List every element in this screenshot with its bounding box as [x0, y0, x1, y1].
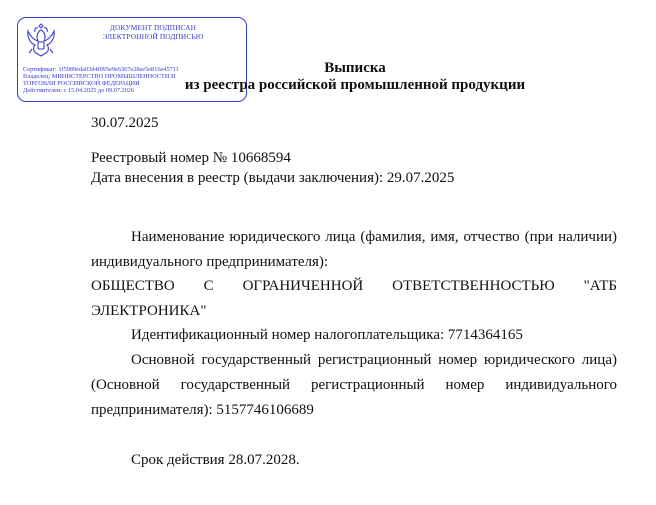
stamp-certificate: Сертификат: 1f5989eda03d4f095e9e6367e28ee5e816e45711: [23, 66, 179, 73]
document-subtitle: из реестра российской промышленной продукции: [184, 77, 526, 93]
stamp-owner-line1: Владелец: МИНИСТЕРСТВО ПРОМЫШЛЕННОСТИ И: [23, 73, 176, 81]
stamp-title-line1: ДОКУМЕНТ ПОДПИСАН: [109, 23, 197, 32]
document-title: Выписка: [324, 60, 386, 76]
stamp-title: [62, 24, 244, 41]
document-date: 30.07.2025: [91, 115, 159, 131]
validity-term: Срок действия 28.07.2028.: [131, 452, 300, 468]
legal-entity-name-label: Наименование юридического лица (фамилия, имя, отчество (при наличии) индивидуального предпринимателя):: [91, 229, 617, 270]
stamp-title-line2: ЭЛЕКТРОННОЙ ПОДПИСЬЮ: [102, 31, 204, 41]
inn-line: Идентификационный номер налогоплательщика: 7714364165: [131, 327, 523, 343]
ogrn-line: Основной государственный регистрационный номер юридического лица) (Основной государственный регистрационный номер индивидуального предпринимателя): 5157746106689: [91, 352, 617, 418]
stamp-owner-line2: ТОРГОВЛИ РОССИЙСКОЙ ФЕДЕРАЦИИ: [23, 80, 140, 88]
double-headed-eagle-emblem-icon: [24, 23, 58, 59]
stamp-validity: Действителен: с 15.04.2025 до 09.07.2026: [23, 87, 135, 95]
registry-number: Реестровый номер № 10668594: [91, 150, 291, 166]
company-name: ОБЩЕСТВО С ОГРАНИЧЕННОЙ ОТВЕТСТВЕННОСТЬЮ "АТБ ЭЛЕКТРОНИКА": [91, 278, 617, 319]
entry-date: Дата внесения в реестр (выдачи заключения): 29.07.2025: [91, 170, 455, 186]
